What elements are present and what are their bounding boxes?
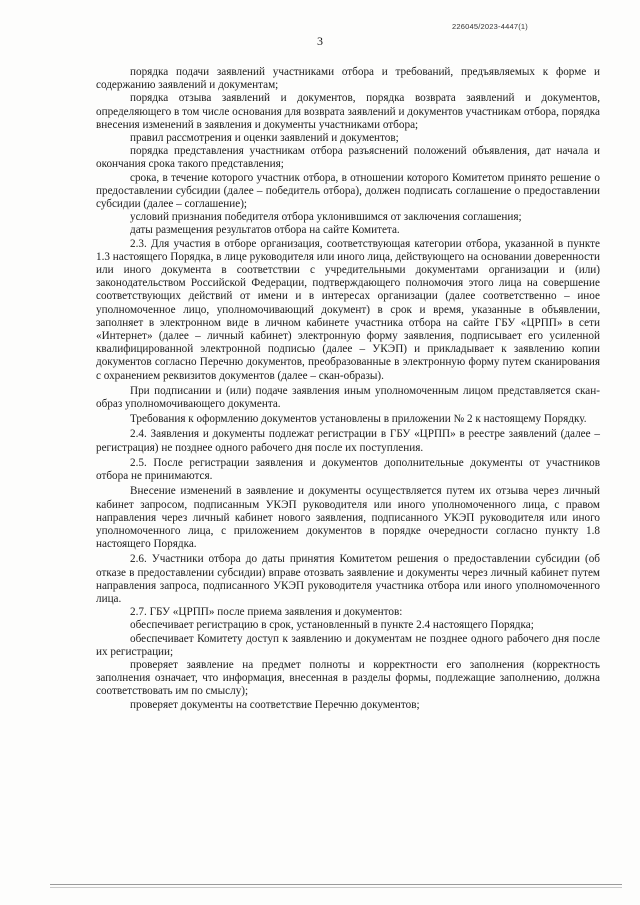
paragraph: срока, в течение которого участник отбора, в отношении которого Комитетом принято решение о предоставлении субсидии (далее – победитель отбора), должен подписать соглашение о предоставлении субсидии (далее – соглашение); — [96, 171, 600, 211]
paragraph: 2.7. ГБУ «ЦРПП» после приема заявления и документов: — [130, 606, 403, 619]
paragraph: 2.3. Для участия в отборе организация, соответствующая категории отбора, указанной в пункте 1.3 настоящего Порядка, в лице руководителя или иного лица, действующего на основании доверенности или иного документа в соответствии с учредительными документами организации и (или) законодательством Российской Федерации, подтверждающего полномочия этого лица на совершение соответствующих действий от имени и в интересах организации (далее соответственно – иное уполномоченное лицо, уполномочивающий документ) в срок и время, указанные в объявлении, заполняет в электронном виде в личном кабинете участника отбора на сайте ГБУ «ЦРПП» в сети «Интернет» (далее – личный кабинет) электронную форму заявления, подписывает его усиленной квалифицированной электронной подписью (далее – УКЭП) и прикладывает к заявлению копии документов согласно Перечню документов, преобразованные в электронную форму путем сканирования с охранением реквизитов документов (далее – скан-образы). — [96, 237, 600, 382]
paragraph: обеспечивает регистрацию в срок, установленный в пункте 2.4 настоящего Порядка; — [130, 619, 534, 632]
paragraph: При подписании и (или) подаче заявления иным уполномоченным лицом представляется скан-образ уполномочивающего документа. — [96, 384, 600, 411]
paragraph: проверяет документы на соответствие Перечню документов; — [130, 698, 420, 711]
document-body — [96, 66, 600, 712]
paragraph: 2.4. Заявления и документы подлежат регистрации в ГБУ «ЦРПП» в реестре заявлений (далее – регистрация) не позднее одного рабочего дня после их поступления. — [96, 428, 600, 454]
paragraph: Внесение изменений в заявление и документы осуществляется путем их отзыва через личный кабинет запросом, подписанным УКЭП руководителя или иного уполномоченного лица, с правом направления через личный кабинет нового заявления, подписанного УКЭП руководителя или иного уполномоченного лица, с приложением документов в порядке очередности согласно пункту 1.8 настоящего Порядка. — [96, 485, 600, 551]
paragraph: условий признания победителя отбора уклонившимся от заключения соглашения; — [130, 211, 522, 224]
scan-edge-line — [50, 887, 622, 888]
paragraph: проверяет заявление на предмет полноты и корректности его заполнения (корректность заполнения означает, что информация, внесенная в разделы формы, подлежащие заполнению, должна соответствовать им по смыслу); — [96, 658, 600, 698]
paragraph: 2.5. После регистрации заявления и документов дополнительные документы от участников отбора не принимаются. — [96, 456, 600, 483]
paragraph: порядка отзыва заявлений и документов, порядка возврата заявлений и документов, определяющего в том числе основания для возврата заявлений и документов участникам отбора, порядка внесения изменений в заявления и документы участниками отбора; — [96, 92, 600, 131]
paragraph: порядка подачи заявлений участниками отбора и требований, предъявляемых к форме и содержанию заявлений и документам; — [96, 66, 600, 92]
paragraph: 2.6. Участники отбора до даты принятия Комитетом решения о предоставлении субсидии (об отказе в предоставлении субсидии) вправе отозвать заявление и документы через личный кабинет путем направления запроса, подписанного УКЭП руководителя участника отбора или иного уполномоченного лица. — [96, 553, 600, 605]
paragraph: обеспечивает Комитету доступ к заявлению и документам не позднее одного рабочего дня после их регистрации; — [96, 632, 600, 658]
paragraph: Требования к оформлению документов установлены в приложении № 2 к настоящему Порядку. — [130, 413, 587, 426]
scan-edge-line — [50, 884, 622, 885]
document-number: 226045/2023-4447(1) — [452, 22, 528, 31]
paragraph: правил рассмотрения и оценки заявлений и документов; — [130, 132, 399, 145]
page-number: 3 — [317, 34, 323, 48]
paragraph: порядка представления участникам отбора разъяснений положений объявления, дат начала и окончания срока такого представления; — [96, 145, 600, 171]
paragraph: даты размещения результатов отбора на сайте Комитета. — [130, 224, 400, 237]
